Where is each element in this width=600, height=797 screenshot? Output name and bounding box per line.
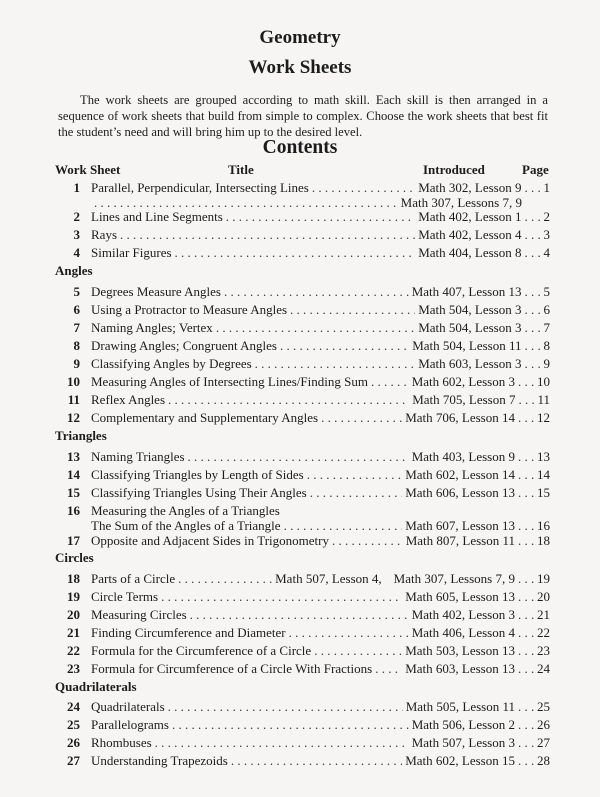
entry-page: 11	[537, 392, 550, 407]
column-header-introduced: Introduced	[423, 162, 485, 177]
entry-page: 28	[537, 753, 550, 768]
entry-line	[91, 753, 550, 768]
worksheet-number: 24	[67, 699, 80, 714]
contents-title: Contents	[262, 137, 338, 158]
entry-introduced: Math 605, Lesson 13	[405, 589, 515, 604]
column-header-worksheet: Work Sheet	[55, 162, 121, 177]
entry-line	[91, 661, 550, 676]
leader-dots	[518, 699, 534, 714]
table-row	[55, 302, 550, 317]
entry-title: Rays	[91, 227, 117, 242]
leader-dots	[518, 392, 534, 407]
worksheet-number: 5	[73, 284, 80, 299]
leader-dots	[525, 284, 541, 299]
entry-line	[91, 533, 550, 548]
entry-page: 5	[543, 284, 550, 299]
leader-dots	[518, 735, 534, 750]
worksheet-number: 21	[67, 625, 80, 640]
entry-title: Classifying Triangles by Length of Sides	[91, 467, 304, 482]
leader-dots	[120, 227, 415, 242]
leader-dots	[216, 320, 415, 335]
table-row	[55, 753, 550, 768]
entry-page: 9	[543, 356, 550, 371]
leader-dots	[332, 533, 403, 548]
entry-page: 4	[543, 245, 550, 260]
entry-introduced: Math 602, Lesson 15	[405, 753, 515, 768]
leader-dots	[314, 643, 402, 658]
table-row	[55, 356, 550, 371]
worksheet-number: 6	[73, 302, 80, 317]
entry-introduced-extra: Math 307, Lessons 7, 9	[400, 195, 522, 210]
entry-page: 1	[543, 180, 550, 195]
entry-page: 26	[537, 717, 550, 732]
worksheet-number: 3	[73, 227, 80, 242]
entry-line	[91, 589, 550, 604]
entry-title: Similar Figures	[91, 245, 172, 260]
leader-dots	[155, 735, 409, 750]
entry-introduced: Math 404, Lesson 8	[418, 245, 522, 260]
entry-introduced: Math 407, Lesson 13	[411, 284, 522, 299]
worksheet-number: 26	[67, 735, 80, 750]
entry-page: 27	[537, 735, 550, 750]
entry-title: Rhombuses	[91, 735, 152, 750]
entry-line	[91, 503, 550, 518]
entry-line	[91, 699, 550, 714]
worksheet-number: 19	[67, 589, 80, 604]
leader-dots	[188, 449, 409, 464]
entry-page: 6	[543, 302, 550, 317]
leader-dots	[289, 625, 409, 640]
entry-page: 25	[537, 699, 550, 714]
entry-introduced: Math 505, Lesson 11	[405, 699, 515, 714]
worksheet-number: 20	[67, 607, 80, 622]
entry-introduced: Math 603, Lesson 3	[418, 356, 522, 371]
table-row	[55, 503, 550, 533]
entry-line	[91, 643, 550, 658]
entry-title: Formula for the Circumference of a Circle	[91, 643, 312, 658]
entry-title: Parallel, Perpendicular, Intersecting Lines	[91, 180, 309, 195]
entry-title: Parallelograms	[91, 717, 169, 732]
leader-dots	[525, 356, 541, 371]
table-row	[55, 467, 550, 482]
worksheet-number: 15	[67, 485, 80, 500]
worksheet-number: 1	[73, 180, 80, 195]
worksheet-number: 27	[67, 753, 80, 768]
leader-dots	[518, 643, 534, 658]
table-row	[55, 209, 550, 224]
entry-introduced: Math 403, Lesson 9	[411, 449, 515, 464]
entry-introduced: Math 406, Lesson 4	[411, 625, 515, 640]
leader-dots	[168, 699, 403, 714]
entry-title-continued: The Sum of the Angles of a Triangle	[91, 518, 281, 533]
entry-line	[91, 284, 550, 299]
entry-line	[91, 518, 550, 533]
leader-dots	[518, 753, 534, 768]
entry-page: 8	[543, 338, 550, 353]
leader-dots	[518, 533, 534, 548]
entry-line	[91, 467, 550, 482]
worksheet-number: 10	[67, 374, 80, 389]
entry-page: 7	[543, 320, 550, 335]
table-row	[55, 643, 550, 658]
table-row	[55, 245, 550, 260]
table-row	[55, 571, 550, 586]
entry-page: 2	[543, 209, 550, 224]
table-row	[55, 284, 550, 299]
entry-page: 21	[537, 607, 550, 622]
entry-introduced: Math 402, Lesson 4	[418, 227, 522, 242]
entry-title: Drawing Angles; Congruent Angles	[91, 338, 277, 353]
leader-dots	[525, 227, 541, 242]
table-row	[55, 392, 550, 407]
intro-paragraph: The work sheets are grouped according to math skill. Each skill is then arranged in a sequence of work sheets that build from simple to complex. Choose the work sheets that best fit the student’s need and will bring him up to the desired level.	[58, 93, 548, 139]
entry-line	[91, 485, 550, 500]
entry-introduced-alt: Math 507, Lesson 4,	[275, 571, 382, 586]
leader-dots	[518, 607, 534, 622]
entry-introduced: Math 402, Lesson 3	[411, 607, 515, 622]
entry-line	[91, 449, 550, 464]
leader-dots	[518, 467, 534, 482]
entry-title: Classifying Triangles Using Their Angles	[91, 485, 307, 500]
entry-introduced: Math 503, Lesson 13	[405, 643, 515, 658]
leader-dots	[161, 589, 402, 604]
entry-introduced: Math 602, Lesson 3	[411, 374, 515, 389]
entry-introduced: Math 603, Lesson 13	[405, 661, 515, 676]
entry-title: Finding Circumference and Diameter	[91, 625, 286, 640]
table-row	[55, 410, 550, 425]
table-row	[55, 533, 550, 548]
leader-dots	[175, 245, 416, 260]
worksheet-number: 13	[67, 449, 80, 464]
table-row	[55, 589, 550, 604]
leader-dots	[518, 625, 534, 640]
leader-dots	[231, 753, 402, 768]
entry-title: Measuring Angles of Intersecting Lines/Finding Sum	[91, 374, 368, 389]
entry-title: Formula for Circumference of a Circle With Fractions	[91, 661, 373, 676]
entry-page: 19	[537, 571, 550, 586]
entry-title: Lines and Line Segments	[91, 209, 223, 224]
entry-introduced: Math 302, Lesson 9	[418, 180, 522, 195]
leader-dots	[310, 485, 403, 500]
worksheet-number: 11	[67, 392, 80, 407]
worksheet-number: 12	[67, 410, 80, 425]
entry-title: Classifying Angles by Degrees	[91, 356, 252, 371]
leader-dots	[226, 209, 415, 224]
worksheet-number: 22	[67, 643, 80, 658]
entry-title: Naming Angles; Vertex	[91, 320, 213, 335]
entry-line	[91, 735, 550, 750]
entry-page: 22	[537, 625, 550, 640]
leader-dots	[255, 356, 416, 371]
entry-page: 23	[537, 643, 550, 658]
leader-dots	[525, 180, 541, 195]
entry-introduced: Math 602, Lesson 14	[405, 467, 515, 482]
worksheet-number: 2	[73, 209, 80, 224]
entry-page: 16	[537, 518, 550, 533]
entry-line	[91, 302, 550, 317]
entry-title: Quadrilaterals	[91, 699, 165, 714]
entry-introduced: Math 807, Lesson 11	[405, 533, 515, 548]
column-header-page: Page	[522, 162, 549, 177]
entry-line	[91, 180, 550, 195]
worksheet-number: 18	[67, 571, 80, 586]
leader-dots	[190, 607, 409, 622]
section-heading-angles: Angles	[55, 263, 93, 278]
entry-title: Degrees Measure Angles	[91, 284, 221, 299]
entry-line	[91, 392, 550, 407]
worksheet-number: 14	[67, 467, 80, 482]
entry-page: 13	[537, 449, 550, 464]
entry-line	[91, 227, 550, 242]
leader-dots	[518, 485, 534, 500]
leader-dots	[518, 661, 534, 676]
section-heading-circles: Circles	[55, 550, 94, 565]
entry-title: Complementary and Supplementary Angles	[91, 410, 319, 425]
leader-dots	[518, 717, 534, 732]
leader-dots	[321, 410, 402, 425]
leader-dots	[518, 571, 534, 586]
leader-dots	[94, 195, 398, 210]
leader-dots	[525, 245, 541, 260]
table-row	[55, 607, 550, 622]
entry-page: 10	[537, 374, 550, 389]
table-row	[55, 338, 550, 353]
entry-title: Opposite and Adjacent Sides in Trigonometry	[91, 533, 329, 548]
leader-dots	[518, 589, 534, 604]
table-row	[55, 374, 550, 389]
table-row	[55, 485, 550, 500]
entry-line	[91, 356, 550, 371]
table-row	[55, 717, 550, 732]
entry-page: 14	[537, 467, 550, 482]
table-row	[55, 735, 550, 750]
entry-page: 12	[537, 410, 550, 425]
worksheet-number: 4	[73, 245, 80, 260]
worksheet-number: 8	[73, 338, 80, 353]
entry-title: Parts of a Circle	[91, 571, 176, 586]
table-row	[55, 180, 550, 210]
entry-page: 20	[537, 589, 550, 604]
column-header-title: Title	[228, 162, 254, 177]
table-row	[55, 661, 550, 676]
entry-introduced: Math 507, Lesson 3	[411, 735, 515, 750]
leader-dots	[280, 338, 409, 353]
leader-dots	[518, 449, 534, 464]
entry-page: 3	[543, 227, 550, 242]
entry-introduced: Math 307, Lessons 7, 9	[393, 571, 515, 586]
leader-dots	[178, 571, 272, 586]
leader-dots	[371, 374, 409, 389]
spacer	[522, 195, 550, 210]
entry-introduced: Math 504, Lesson 3	[418, 302, 522, 317]
entry-title: Naming Triangles	[91, 449, 185, 464]
entry-page: 15	[537, 485, 550, 500]
worksheet-number: 17	[67, 533, 80, 548]
entry-introduced: Math 504, Lesson 11	[412, 338, 522, 353]
table-row	[55, 699, 550, 714]
leader-dots	[518, 410, 534, 425]
entry-line	[91, 374, 550, 389]
table-row	[55, 625, 550, 640]
leader-dots	[525, 320, 541, 335]
worksheet-number: 16	[67, 503, 80, 518]
table-row	[55, 449, 550, 464]
leader-dots	[172, 717, 409, 732]
entry-line	[91, 717, 550, 732]
worksheet-number: 25	[67, 717, 80, 732]
table-row	[55, 227, 550, 242]
entry-title: Circle Terms	[91, 589, 159, 604]
leader-dots	[518, 518, 534, 533]
entry-line	[91, 625, 550, 640]
entry-line	[91, 338, 550, 353]
leader-dots	[525, 209, 541, 224]
section-heading-triangles: Triangles	[55, 428, 107, 443]
entry-line	[91, 410, 550, 425]
section-heading-quadrilaterals: Quadrilaterals	[55, 679, 137, 694]
leader-dots	[168, 392, 409, 407]
entry-line	[91, 320, 550, 335]
leader-dots	[525, 338, 541, 353]
entry-line	[91, 195, 550, 210]
worksheet-number: 7	[73, 320, 80, 335]
entry-introduced: Math 607, Lesson 13	[405, 518, 515, 533]
leader-dots	[312, 180, 415, 195]
entry-line	[91, 245, 550, 260]
page-heading: Work Sheets	[248, 57, 352, 78]
entry-introduced: Math 606, Lesson 13	[405, 485, 515, 500]
entry-title: Understanding Trapezoids	[91, 753, 228, 768]
entry-title: Measuring Circles	[91, 607, 187, 622]
leader-dots	[375, 661, 402, 676]
table-row	[55, 320, 550, 335]
leader-dots	[290, 302, 415, 317]
entry-introduced: Math 706, Lesson 14	[405, 410, 515, 425]
worksheet-number: 23	[67, 661, 80, 676]
entry-introduced: Math 504, Lesson 3	[418, 320, 522, 335]
leader-dots	[307, 467, 403, 482]
entry-title: Using a Protractor to Measure Angles	[91, 302, 288, 317]
leader-dots	[224, 284, 409, 299]
entry-introduced: Math 705, Lesson 7	[412, 392, 516, 407]
entry-introduced: Math 402, Lesson 1	[418, 209, 522, 224]
worksheet-number: 9	[73, 356, 80, 371]
leader-dots	[525, 302, 541, 317]
entry-line	[91, 571, 550, 586]
page-subject: Geometry	[259, 27, 341, 48]
spacer	[382, 571, 394, 586]
entry-line	[91, 607, 550, 622]
entry-line	[91, 209, 550, 224]
leader-dots	[284, 518, 403, 533]
leader-dots	[518, 374, 534, 389]
entry-title: Measuring the Angles of a Triangles	[91, 503, 280, 518]
entry-page: 18	[537, 533, 550, 548]
entry-title: Reflex Angles	[91, 392, 166, 407]
entry-page: 24	[537, 661, 550, 676]
entry-introduced: Math 506, Lesson 2	[411, 717, 515, 732]
